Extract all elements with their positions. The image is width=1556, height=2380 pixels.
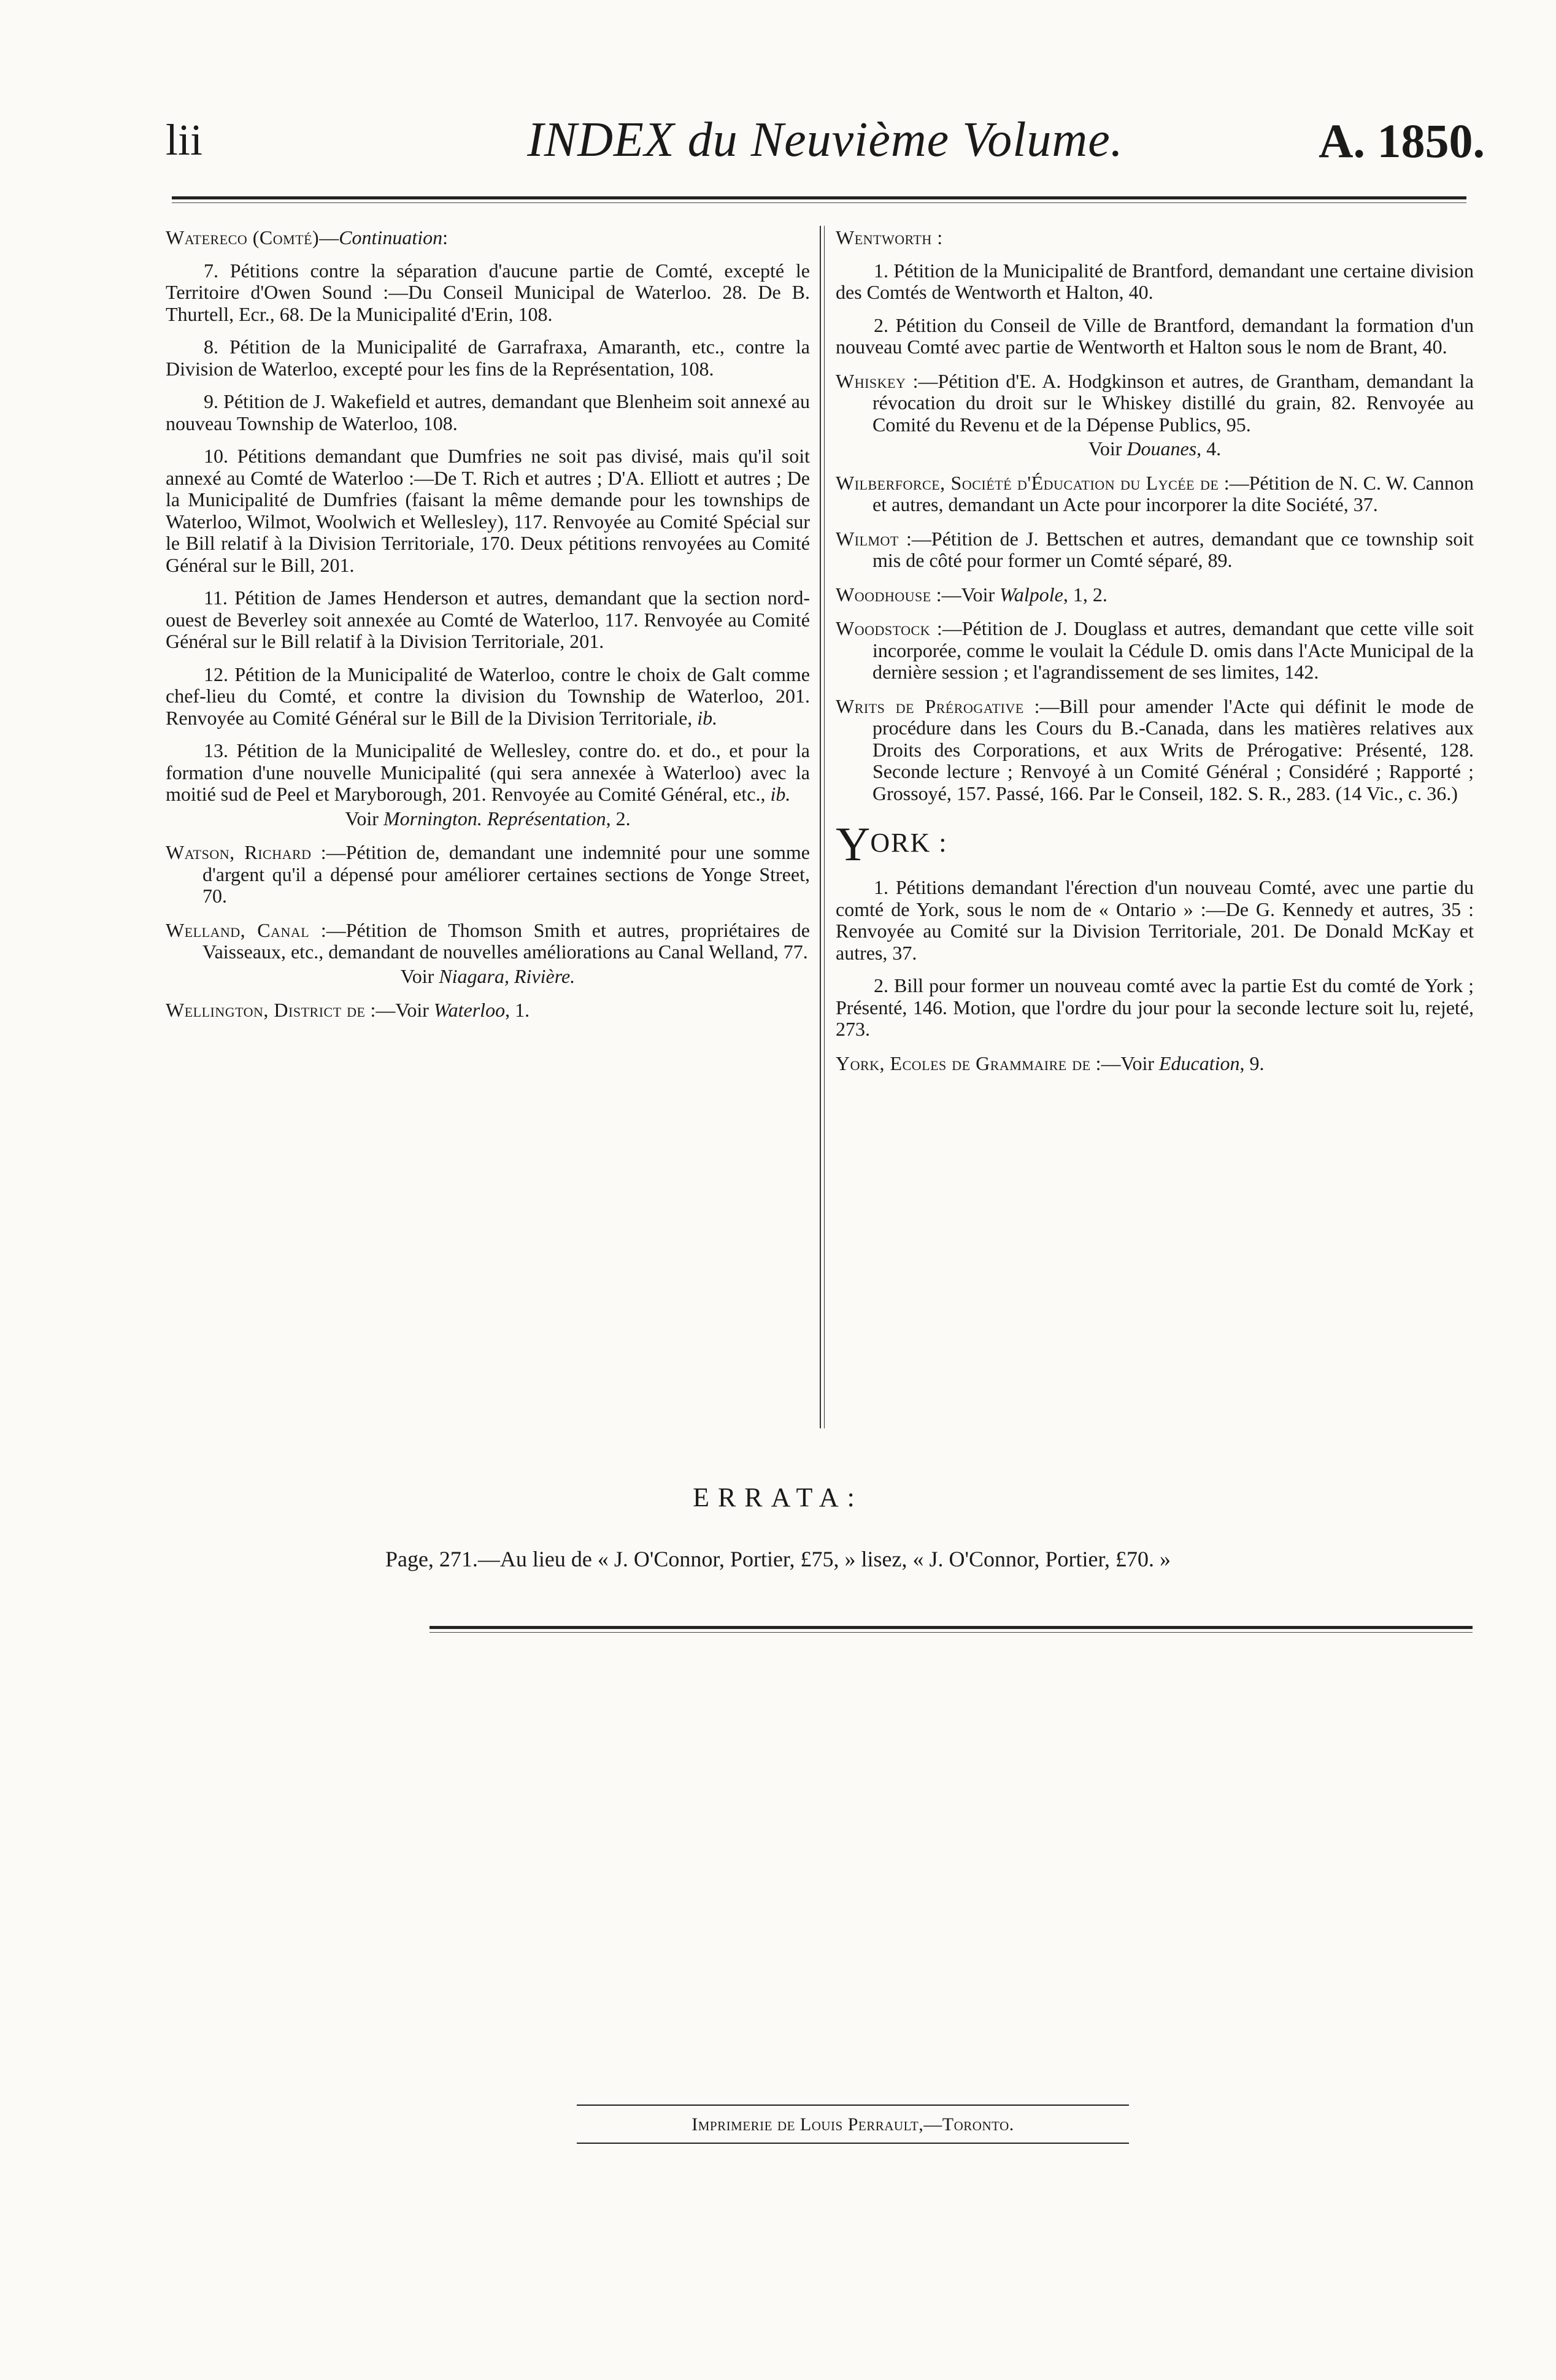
subentry-9: 9. Pétition de J. Wakefield et autres, demandant que Blenheim soit annexé au nouveau Township de Waterloo, 108. bbox=[166, 390, 810, 434]
entry-woodhouse: Woodhouse :—Voir Walpole, 1, 2. bbox=[836, 583, 1107, 606]
subentry-wentworth-1: 1. Pétition de la Municipalité de Brantford, demandant une certaine division des Comtés de Wentworth et Halton, 40. bbox=[836, 259, 1474, 303]
footer-rule-thin bbox=[429, 1632, 1473, 1633]
cross-reference: Voir Niagara, Rivière. bbox=[400, 965, 576, 987]
entry-heading-wentworth: Wentworth : bbox=[836, 226, 943, 248]
imprint-rule-bottom bbox=[577, 2143, 1129, 2144]
subentry-york-1: 1. Pétitions demandant l'érection d'un nouveau Comté, avec une partie du comté de York, sous le nom de « Ontario » :—De G. Kennedy et autres, 35 : Renvoyée au Comité sur la Division Territoriale, 201. De Donald McKay et autres, 37. bbox=[836, 876, 1474, 964]
entry-york-ecoles: York, Ecoles de Grammaire de :—Voir Education, 9. bbox=[836, 1052, 1265, 1074]
subentry-12: 12. Pétition de la Municipalité de Waterloo, contre le choix de Galt comme chef-lieu du Comté, et contre la division du Township de Waterloo, 201. Renvoyée au Comité Général sur le Bill de la Division Territoriale, ib. bbox=[166, 663, 810, 729]
imprint-rule-top bbox=[577, 2105, 1129, 2106]
header-rule-thin bbox=[172, 202, 1466, 203]
errata-title: ERRATA: bbox=[693, 1482, 863, 1512]
entry-watson: Watson, Richard :—Pétition de, demandant une indemnité pour une somme d'argent qu'il a dépensé pour améliorer certaines sections de Yonge Street, 70. bbox=[166, 841, 810, 907]
entry-writs: Writs de Prérogative :—Bill pour amender l'Acte qui définit le mode de procédure dans les Cours du B.-Canada, dans les matières relatives aux Droits des Corporations, et aux Writs de Prérogative: Présenté, 128. Seconde lecture ; Renvoyé à un Comité Général ; Considéré ; Rapporté ; Grossoyé, 157. Passé, 166. Par le Conseil, 182. S. R., 283. (14 Vic., c. 36.) bbox=[836, 695, 1474, 804]
cross-reference: Voir Douanes, 4. bbox=[1088, 437, 1222, 460]
right-column bbox=[836, 227, 1474, 1074]
printer-imprint: Imprimerie de Louis Perrault,—Toronto. bbox=[577, 2105, 1129, 2144]
subentry-7: 7. Pétitions contre la séparation d'aucune partie de Comté, excepté le Territoire d'Owen Sound :—Du Conseil Municipal de Waterloo. 28. De B. Thurtell, Ecr., 68. De la Municipalité d'Erin, 108. bbox=[166, 259, 810, 325]
subentry-8: 8. Pétition de la Municipalité de Garrafraxa, Amaranth, etc., contre la Division de Waterloo, excepté pour les fins de la Représentation, 108. bbox=[166, 336, 810, 380]
column-divider bbox=[820, 226, 821, 1428]
entry-woodstock: Woodstock :—Pétition de J. Douglass et autres, demandant que cette ville soit incorporée, comme le voulait la Cédule D. omis dans l'Acte Municipal de la dernière session ; et l'agrandissement de ses limites, 142. bbox=[836, 617, 1474, 683]
entry-heading-watereco: Watereco (Comté)—Continuation: bbox=[166, 226, 448, 248]
entry-welland: Welland, Canal :—Pétition de Thomson Smith et autres, propriétaires de Vaisseaux, etc., demandant de nouvelles améliorations au Canal Welland, 77. bbox=[166, 918, 810, 963]
running-head bbox=[166, 107, 1485, 175]
subentry-york-2: 2. Bill pour former un nouveau comté avec la partie Est du comté de York ; Présenté, 146. Motion, que l'ordre du jour pour la seconde lecture soit lu, rejeté, 273. bbox=[836, 974, 1474, 1040]
entry-heading-york: YORK : bbox=[836, 817, 948, 871]
page-number: lii bbox=[166, 115, 203, 164]
subentry-13: 13. Pétition de la Municipalité de Wellesley, contre do. et do., et pour la formation d'une nouvelle Municipalité (qui sera annexée à Waterloo) avec la moitié sud de Peel et Maryborough, 201. Renvoyée au Comité Général, etc., ib. bbox=[166, 739, 810, 805]
entry-wilmot: Wilmot :—Pétition de J. Bettschen et autres, demandant que ce township soit mis de côté pour former un Comté séparé, 89. bbox=[836, 527, 1474, 571]
header-rule bbox=[172, 196, 1466, 199]
subentry-11: 11. Pétition de James Henderson et autres, demandant que la section nord-ouest de Beverley soit annexée au Comté de Waterloo, 117. Renvoyée au Comité Général sur le Bill relatif à la Division Territoriale, 201. bbox=[166, 587, 810, 652]
subentry-10: 10. Pétitions demandant que Dumfries ne soit pas divisé, mais qu'il soit annexé au Comté de Waterloo :—De T. Rich et autres ; D'A. Elliott et autres ; De la Municipalité de Dumfries (faisant la même demande pour les townships de Waterloo, Wilmot, Woolwich et Wellesley), 117. Renvoyée au Comité Spécial sur le Bill relatif à la Division Territoriale, 170. Deux pétitions renvoyées au Comité Général sur le Bill, 201. bbox=[166, 445, 810, 576]
footer-rule bbox=[429, 1626, 1473, 1629]
header-year: A. 1850. bbox=[1319, 114, 1485, 168]
entry-whiskey: Whiskey :—Pétition d'E. A. Hodgkinson et autres, de Grantham, demandant la révocation du droit sur le Whiskey distillé du grain, 82. Renvoyée au Comité du Revenu et de la Dépense Publics, 95. bbox=[836, 369, 1474, 436]
column-divider-thin bbox=[824, 226, 825, 1428]
page-title: INDEX du Neuvième Volume. bbox=[527, 113, 1123, 167]
entry-wilberforce: Wilberforce, Société d'Éducation du Lycée de :—Pétition de N. C. W. Cannon et autres, demandant un Acte pour incorporer la dite Société, 37. bbox=[836, 471, 1474, 515]
left-column bbox=[166, 227, 810, 1022]
cross-reference: Voir Mornington. Représentation, 2. bbox=[345, 807, 631, 830]
subentry-wentworth-2: 2. Pétition du Conseil de Ville de Brantford, demandant la formation d'un nouveau Comté avec partie de Wentworth et Halton sous le nom de Brant, 40. bbox=[836, 314, 1474, 358]
errata-text: Page, 271.—Au lieu de « J. O'Connor, Portier, £75, » lisez, « J. O'Connor, Portier, £70. » bbox=[385, 1547, 1171, 1571]
entry-wellington: Wellington, District de :—Voir Waterloo, 1. bbox=[166, 999, 530, 1021]
